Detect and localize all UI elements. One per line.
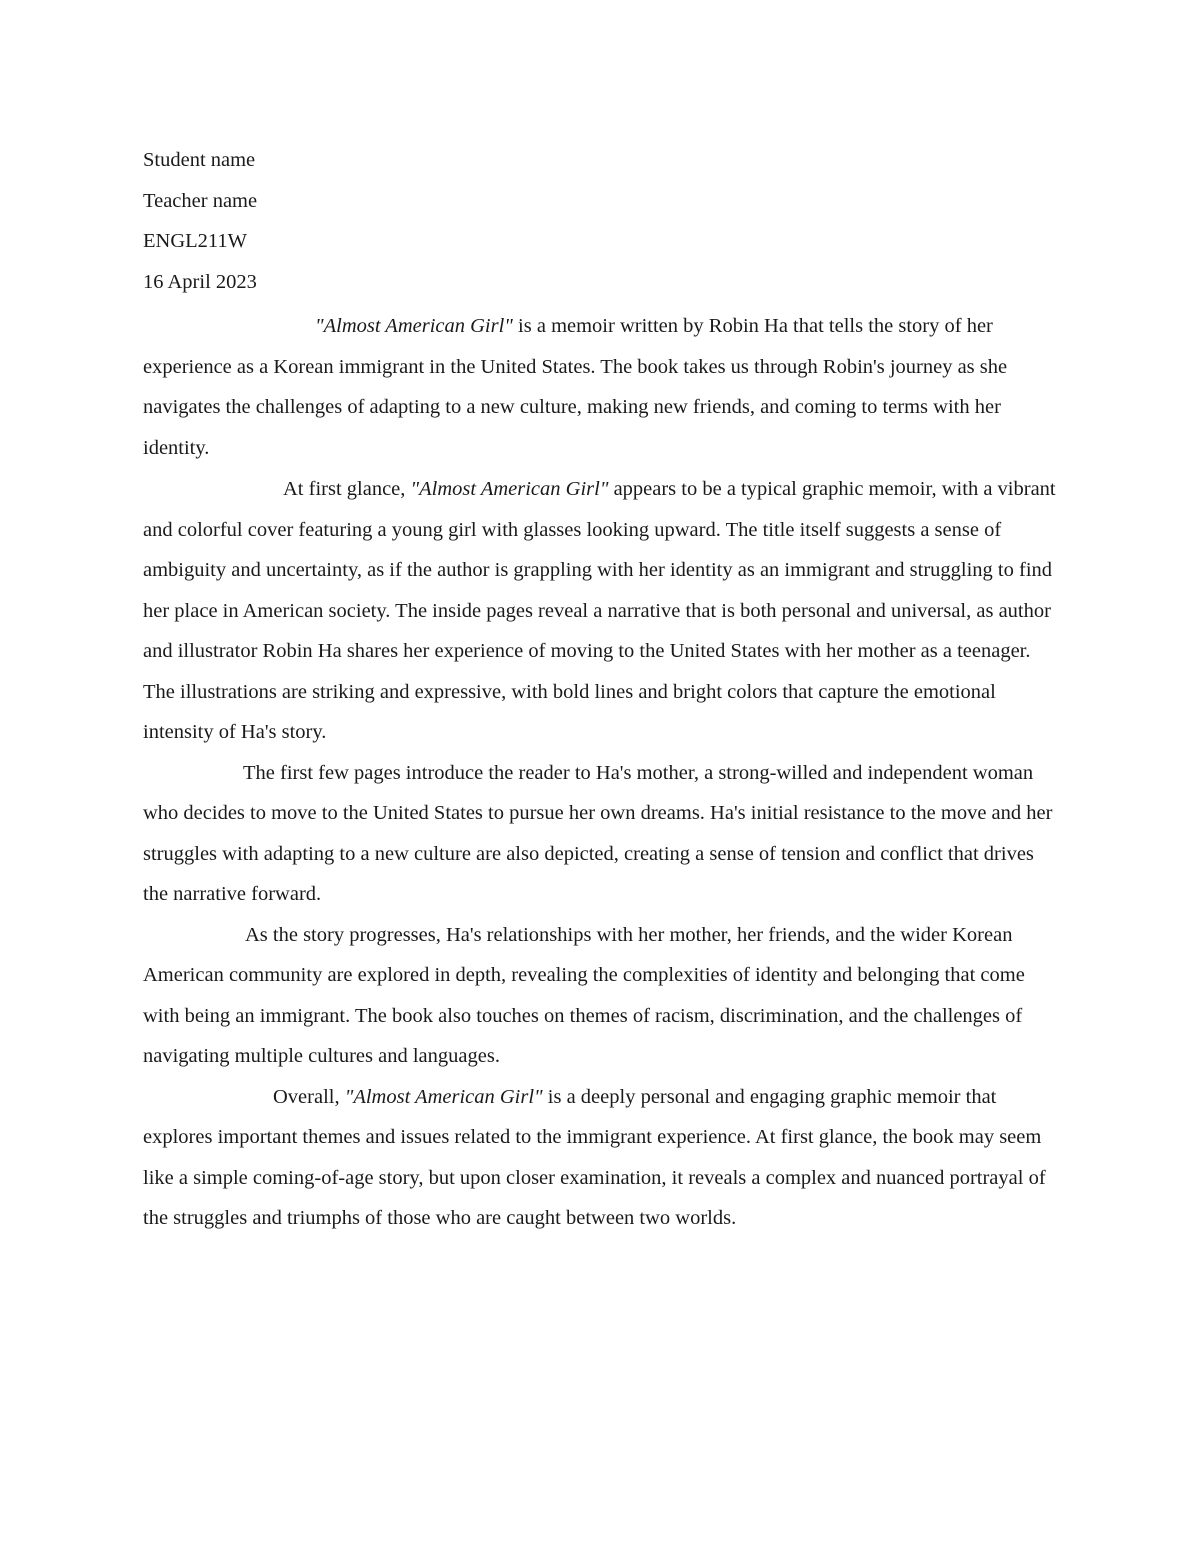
paragraph-text: is a deeply personal and engaging graphic memoir that explores important themes and issues related to the immigrant experience. At first glance, the book may seem like a simple coming-of-age story, but upon closer examination, it reveals a complex and nuanced portrayal of the struggles and triumphs of those who are caught between two worlds. [143, 1085, 1046, 1229]
book-title: "Almost American Girl" [344, 1085, 543, 1108]
teacher-name: Teacher name [143, 189, 258, 212]
book-title: "Almost American Girl" [410, 478, 609, 500]
paragraph-text: The first few pages introduce the reader to Ha's mother, a strong-willed and independent woman who decides to move to the United States to pursue her own dreams. Ha's initial resistance to the move and her struggles with adapting to a new culture are also depicted, creating a sense of tension and conflict that drives the narrative forward. [143, 761, 1053, 905]
paragraph-first-glance [143, 469, 1058, 753]
essay-heading [143, 140, 1058, 302]
document-body [143, 140, 1058, 1239]
paragraph-conclusion [143, 1077, 1058, 1239]
paragraph-text: is a memoir written by Robin Ha that tells the story of her experience as a Korean immigrant in the United States. The book takes us through Robin's journey as she navigates the challenges of adapting to a new culture, making new friends, and coming to terms with her identity. [143, 315, 1008, 459]
paragraph-text: Overall, [273, 1085, 345, 1108]
paragraph-text: At first glance, [283, 478, 411, 500]
paragraph-mother [143, 753, 1058, 915]
course-code: ENGL211W [143, 230, 247, 252]
paragraph-intro [143, 306, 1058, 468]
student-name: Student name [143, 149, 256, 171]
book-title: "Almost American Girl" [315, 315, 513, 337]
essay-date: 16 April 2023 [143, 270, 257, 293]
paragraph-text: appears to be a typical graphic memoir, with a vibrant and colorful cover featuring a young girl with glasses looking upward. The title itself suggests a sense of ambiguity and uncertainty, as if the author is grappling with her identity as an immigrant and struggling to find her place in American society. The inside pages reveal a narrative that is both personal and universal, as author and illustrator Robin Ha shares her experience of moving to the United States with her mother as a teenager. The illustrations are striking and expressive, with bold lines and bright colors that capture the emotional intensity of Ha's story. [143, 478, 1056, 743]
paragraph-relationships [143, 915, 1058, 1077]
paragraph-text: As the story progresses, Ha's relationships with her mother, her friends, and the wider Korean American community are explored in depth, revealing the complexities of identity and belonging that come with being an immigrant. The book also touches on themes of racism, discrimination, and the challenges of navigating multiple cultures and languages. [143, 923, 1025, 1067]
